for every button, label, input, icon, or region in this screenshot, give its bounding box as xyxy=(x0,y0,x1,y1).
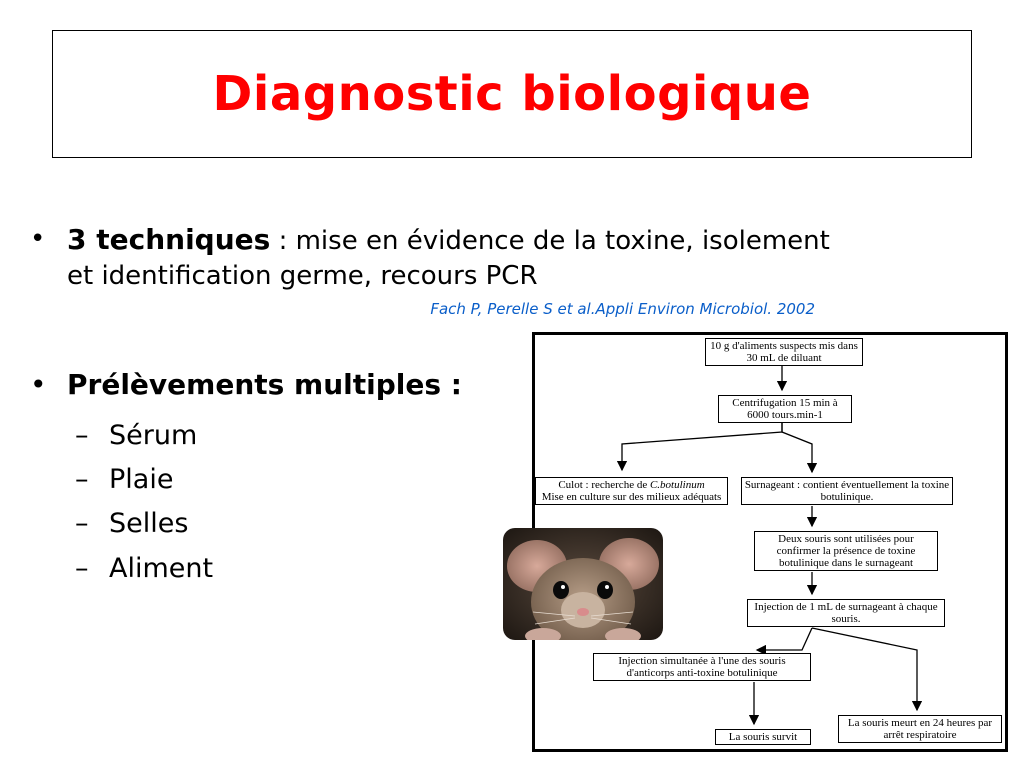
flow-step-culot: Culot : recherche de C.botulinum Mise en culture sur des milieux adéquats xyxy=(535,477,728,505)
sample-item: – Sérum xyxy=(75,420,198,451)
flow-step-injection: Injection de 1 mL de surnageant à chaque souris. xyxy=(747,599,945,627)
flow-outcome-survit: La souris survit xyxy=(715,729,811,745)
flow-step-aliments: 10 g d'aliments suspects mis dans 30 mL de diluant xyxy=(705,338,863,366)
techniques-text: mise en évidence de la toxine, isolement et identification germe, recours PCR xyxy=(67,226,830,291)
techniques-colon: : xyxy=(270,226,296,256)
prelevements-colon: : xyxy=(441,368,462,401)
bullet-techniques xyxy=(30,222,850,294)
sample-item: – Plaie xyxy=(75,464,174,495)
flow-step-anticorps: Injection simultanée à l'une des souris d'anticorps anti-toxine botulinique xyxy=(593,653,811,681)
reference-citation: Fach P, Perelle S et al.Appli Environ Microbiol. 2002 xyxy=(430,300,815,318)
bullet-dot: • xyxy=(30,368,47,401)
sample-item: – Selles xyxy=(75,508,189,539)
bullet-dot: • xyxy=(30,224,46,254)
flow-step-deux-souris: Deux souris sont utilisées pour confirmer la présence de toxine botulinique dans le surnageant xyxy=(754,531,938,571)
flow-step-surnageant: Surnageant : contient éventuellement la toxine botulinique. xyxy=(741,477,953,505)
sample-item: – Aliment xyxy=(75,553,214,584)
flow-outcome-meurt: La souris meurt en 24 heures par arrêt respiratoire xyxy=(838,715,1002,743)
title-box xyxy=(52,30,972,158)
mouse-photo xyxy=(503,528,663,640)
techniques-lead: 3 techniques xyxy=(67,223,271,256)
flow-step-centrifugation: Centrifugation 15 min à 6000 tours.min-1 xyxy=(718,395,852,423)
prelevements-lead: Prélèvements multiples xyxy=(67,368,442,401)
slide-title: Diagnostic biologique xyxy=(212,66,812,122)
bullet-prelevements xyxy=(30,366,462,404)
